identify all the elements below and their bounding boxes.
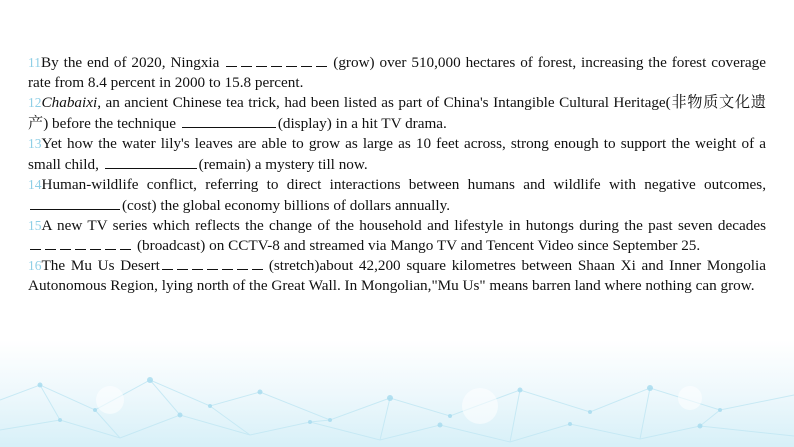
question-text-after-blank: (grow) over 510,000 hectares of forest, increasing the forest coverage rate from 8.4 percent in 2000 to 15.8 percent. <box>28 54 767 91</box>
question-number: 11 <box>28 55 41 70</box>
question-16 <box>28 256 766 296</box>
question-11 <box>28 53 766 93</box>
question-text-before-blank: By the end of 2020, Ningxia <box>41 54 225 71</box>
answer-blank[interactable] <box>162 256 267 270</box>
question-number: 16 <box>28 258 42 273</box>
answer-blank[interactable] <box>182 113 276 128</box>
question-text-after-blank: (remain) a mystery till now. <box>198 156 368 173</box>
question-14 <box>28 175 766 216</box>
question-text-after-blank: (cost) the global economy billions of dollars annually. <box>122 197 451 214</box>
question-text-after-blank: (broadcast) on CCTV-8 and streamed via Mango TV and Tencent Video since September 25. <box>137 237 701 254</box>
answer-blank[interactable] <box>105 154 197 169</box>
answer-blank[interactable] <box>30 195 120 210</box>
question-text-before-blank: A new TV series which reflects the change of the household and lifestyle in hutongs during the past seven decades <box>41 217 766 234</box>
question-13 <box>28 134 766 175</box>
network-background-decoration <box>0 340 794 447</box>
question-text-before-blank: , an ancient Chinese tea trick, had been listed as part of China's Intangible Cultural Heritage(非物质文化遗产) before the technique <box>28 94 766 132</box>
exercise-list <box>28 53 766 296</box>
answer-blank[interactable] <box>30 236 135 250</box>
question-text-before-blank: Yet how the water lily's leaves are able to grow as large as 10 feet across, strong enough to support the weight of a small child, <box>28 135 766 173</box>
question-text-after-blank: (stretch)about 42,200 square kilometres between Shaan Xi and Inner Mongolia Autonomous Region, lying north of the Great Wall. In Mongolian,"Mu Us" means barren land where nothing can grow. <box>28 257 766 294</box>
italic-term: Chabaixi <box>41 94 98 111</box>
question-12 <box>28 93 766 134</box>
question-number: 14 <box>28 177 42 192</box>
question-text-after-blank: (display) in a hit TV drama. <box>277 115 447 132</box>
question-text-before-blank: Human-wildlife conflict, referring to direct interactions between humans and wildlife with negative outcomes, <box>41 176 766 193</box>
answer-blank[interactable] <box>226 53 331 67</box>
question-text-before-blank: The Mu Us Desert <box>41 257 160 274</box>
question-15 <box>28 216 766 256</box>
question-number: 15 <box>28 218 42 233</box>
question-number: 13 <box>28 136 42 151</box>
question-number: 12 <box>28 95 42 110</box>
